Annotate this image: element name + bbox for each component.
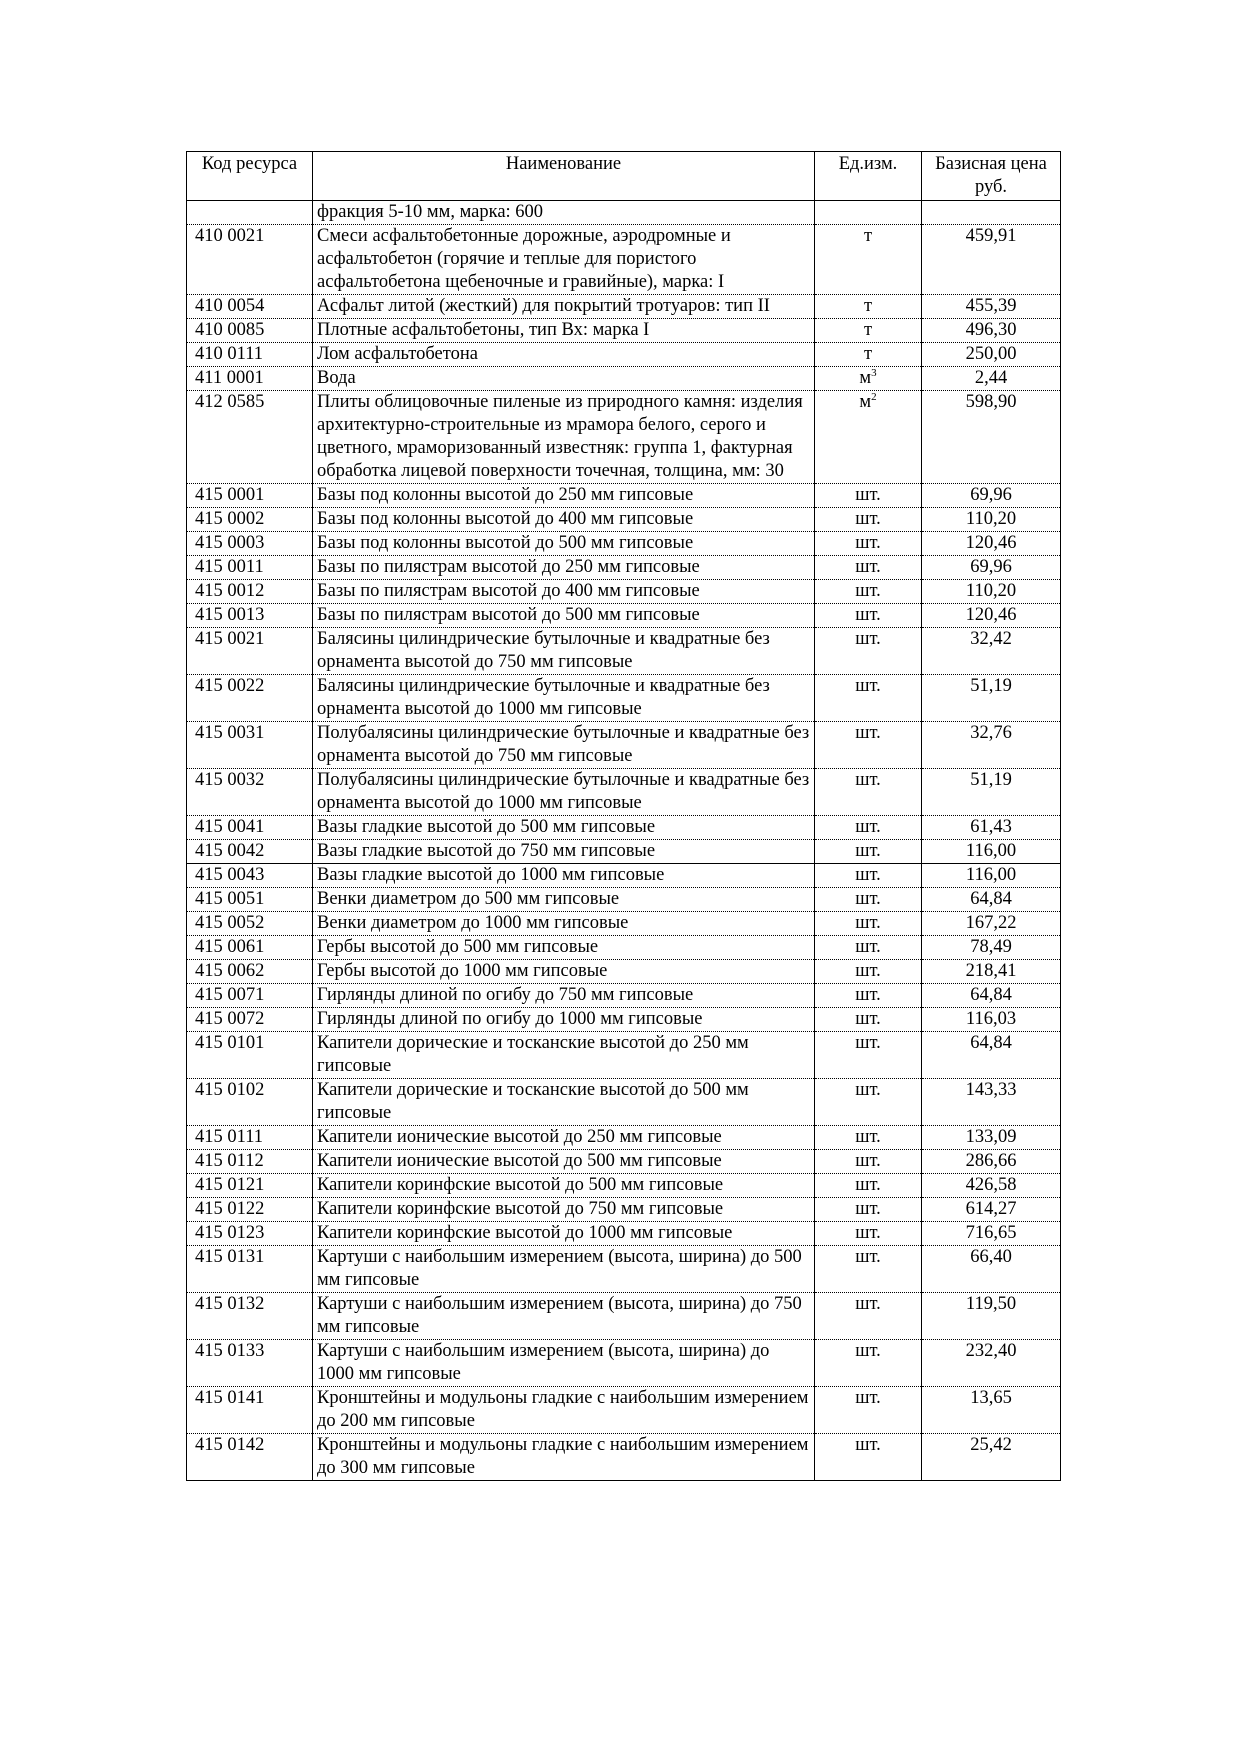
row-price: 25,42 xyxy=(922,1434,1061,1481)
row-code: 411 0001 xyxy=(187,367,313,391)
table-header xyxy=(187,152,1061,201)
row-name: фракция 5-10 мм, марка: 600 xyxy=(313,201,815,225)
row-code: 415 0001 xyxy=(187,484,313,508)
row-price: 64,84 xyxy=(922,984,1061,1008)
row-unit: т xyxy=(815,225,922,295)
row-code: 415 0022 xyxy=(187,675,313,722)
row-unit: шт. xyxy=(815,580,922,604)
row-name: Кронштейны и модульоны гладкие с наибольшим измерением до 300 мм гипсовые xyxy=(313,1434,815,1481)
table-row xyxy=(187,1079,1061,1126)
row-price: 716,65 xyxy=(922,1222,1061,1246)
row-name: Гербы высотой до 500 мм гипсовые xyxy=(313,936,815,960)
row-unit: шт. xyxy=(815,912,922,936)
table-row xyxy=(187,1246,1061,1293)
row-price: 250,00 xyxy=(922,343,1061,367)
row-code: 415 0002 xyxy=(187,508,313,532)
table-row xyxy=(187,604,1061,628)
row-name: Лом асфальтобетона xyxy=(313,343,815,367)
row-code: 415 0003 xyxy=(187,532,313,556)
row-unit: шт. xyxy=(815,1079,922,1126)
table-row xyxy=(187,1008,1061,1032)
row-name: Базы под колонны высотой до 400 мм гипсовые xyxy=(313,508,815,532)
header-unit: Ед.изм. xyxy=(815,152,922,201)
row-unit: шт. xyxy=(815,556,922,580)
table-row xyxy=(187,1032,1061,1079)
row-price: 69,96 xyxy=(922,556,1061,580)
row-price: 13,65 xyxy=(922,1387,1061,1434)
table-row xyxy=(187,769,1061,816)
table-row xyxy=(187,225,1061,295)
row-code: 415 0111 xyxy=(187,1126,313,1150)
row-unit: шт. xyxy=(815,1222,922,1246)
row-code: 415 0122 xyxy=(187,1198,313,1222)
row-unit: шт. xyxy=(815,1008,922,1032)
row-price: 119,50 xyxy=(922,1293,1061,1340)
table-row xyxy=(187,484,1061,508)
row-unit xyxy=(815,201,922,225)
row-name: Венки диаметром до 500 мм гипсовые xyxy=(313,888,815,912)
row-unit: шт. xyxy=(815,936,922,960)
row-unit: шт. xyxy=(815,484,922,508)
row-name: Картуши с наибольшим измерением (высота, ширина) до 500 мм гипсовые xyxy=(313,1246,815,1293)
row-unit xyxy=(815,391,922,484)
row-name: Капители коринфские высотой до 500 мм гипсовые xyxy=(313,1174,815,1198)
row-unit: шт. xyxy=(815,1340,922,1387)
row-name: Капители коринфские высотой до 750 мм гипсовые xyxy=(313,1198,815,1222)
table-row xyxy=(187,1293,1061,1340)
unit-base: м xyxy=(859,368,872,388)
row-price: 167,22 xyxy=(922,912,1061,936)
row-price: 143,33 xyxy=(922,1079,1061,1126)
row-price: 51,19 xyxy=(922,675,1061,722)
row-code: 415 0142 xyxy=(187,1434,313,1481)
row-unit: шт. xyxy=(815,1387,922,1434)
row-name: Гербы высотой до 1000 мм гипсовые xyxy=(313,960,815,984)
row-price: 69,96 xyxy=(922,484,1061,508)
row-unit: шт. xyxy=(815,722,922,769)
row-unit: шт. xyxy=(815,508,922,532)
row-unit: шт. xyxy=(815,769,922,816)
row-name: Базы под колонны высотой до 500 мм гипсовые xyxy=(313,532,815,556)
row-code: 415 0062 xyxy=(187,960,313,984)
row-name: Полубалясины цилиндрические бутылочные и квадратные без орнамента высотой до 1000 мм гипсовые xyxy=(313,769,815,816)
table-row xyxy=(187,840,1061,864)
row-name: Базы по пилястрам высотой до 500 мм гипсовые xyxy=(313,604,815,628)
row-code: 410 0111 xyxy=(187,343,313,367)
table-row xyxy=(187,1340,1061,1387)
table-row xyxy=(187,722,1061,769)
row-unit: шт. xyxy=(815,1293,922,1340)
row-code: 415 0043 xyxy=(187,864,313,888)
row-code: 415 0021 xyxy=(187,628,313,675)
table-row xyxy=(187,532,1061,556)
table-row xyxy=(187,201,1061,225)
row-name: Балясины цилиндрические бутылочные и квадратные без орнамента высотой до 1000 мм гипсовые xyxy=(313,675,815,722)
row-unit xyxy=(815,367,922,391)
row-price: 116,03 xyxy=(922,1008,1061,1032)
row-name: Балясины цилиндрические бутылочные и квадратные без орнамента высотой до 750 мм гипсовые xyxy=(313,628,815,675)
unit-exponent: 3 xyxy=(871,366,877,379)
row-name: Венки диаметром до 1000 мм гипсовые xyxy=(313,912,815,936)
row-price: 64,84 xyxy=(922,888,1061,912)
row-price: 2,44 xyxy=(922,367,1061,391)
table-row xyxy=(187,628,1061,675)
row-unit: шт. xyxy=(815,864,922,888)
table-row xyxy=(187,1198,1061,1222)
row-unit: шт. xyxy=(815,532,922,556)
row-code: 410 0021 xyxy=(187,225,313,295)
row-code: 415 0032 xyxy=(187,769,313,816)
row-code xyxy=(187,201,313,225)
table-row xyxy=(187,295,1061,319)
row-unit: шт. xyxy=(815,1174,922,1198)
table-row xyxy=(187,675,1061,722)
table-row xyxy=(187,888,1061,912)
row-name: Гирлянды длиной по огибу до 750 мм гипсовые xyxy=(313,984,815,1008)
row-code: 415 0112 xyxy=(187,1150,313,1174)
table-row xyxy=(187,580,1061,604)
row-unit: шт. xyxy=(815,960,922,984)
table-row xyxy=(187,1126,1061,1150)
row-code: 415 0061 xyxy=(187,936,313,960)
row-unit: шт. xyxy=(815,840,922,864)
table-body xyxy=(187,201,1061,1481)
row-code: 415 0141 xyxy=(187,1387,313,1434)
row-code: 415 0031 xyxy=(187,722,313,769)
table-row xyxy=(187,984,1061,1008)
table-row xyxy=(187,1387,1061,1434)
row-name: Картуши с наибольшим измерением (высота, ширина) до 1000 мм гипсовые xyxy=(313,1340,815,1387)
row-code: 415 0042 xyxy=(187,840,313,864)
header-price: Базисная цена руб. xyxy=(922,152,1061,201)
table-row xyxy=(187,508,1061,532)
row-price: 116,00 xyxy=(922,840,1061,864)
table-row xyxy=(187,960,1061,984)
row-price: 61,43 xyxy=(922,816,1061,840)
row-price: 232,40 xyxy=(922,1340,1061,1387)
row-code: 415 0052 xyxy=(187,912,313,936)
header-code: Код ресурса xyxy=(187,152,313,201)
row-name: Вазы гладкие высотой до 750 мм гипсовые xyxy=(313,840,815,864)
unit-base: м xyxy=(859,392,872,412)
row-code: 415 0121 xyxy=(187,1174,313,1198)
row-price: 120,46 xyxy=(922,532,1061,556)
row-unit: шт. xyxy=(815,1032,922,1079)
row-unit: шт. xyxy=(815,1246,922,1293)
table-row xyxy=(187,1222,1061,1246)
row-name: Плиты облицовочные пиленые из природного камня: изделия архитектурно-строительные из мрамора белого, серого и цветного, мраморизованный известняк: группа 1, фактурная обработка лицевой поверхности точечная, толщина, мм: 30 xyxy=(313,391,815,484)
row-price: 496,30 xyxy=(922,319,1061,343)
row-unit: т xyxy=(815,319,922,343)
row-code: 415 0101 xyxy=(187,1032,313,1079)
row-code: 415 0123 xyxy=(187,1222,313,1246)
row-price: 426,58 xyxy=(922,1174,1061,1198)
row-name: Гирлянды длиной по огибу до 1000 мм гипсовые xyxy=(313,1008,815,1032)
row-name: Вазы гладкие высотой до 1000 мм гипсовые xyxy=(313,864,815,888)
row-code: 415 0071 xyxy=(187,984,313,1008)
row-price: 32,76 xyxy=(922,722,1061,769)
row-name: Кронштейны и модульоны гладкие с наибольшим измерением до 200 мм гипсовые xyxy=(313,1387,815,1434)
row-unit: шт. xyxy=(815,1126,922,1150)
row-unit: шт. xyxy=(815,628,922,675)
row-unit: шт. xyxy=(815,604,922,628)
row-name: Капители ионические высотой до 250 мм гипсовые xyxy=(313,1126,815,1150)
row-price: 110,20 xyxy=(922,508,1061,532)
row-unit: шт. xyxy=(815,1198,922,1222)
row-code: 415 0132 xyxy=(187,1293,313,1340)
row-name: Базы под колонны высотой до 250 мм гипсовые xyxy=(313,484,815,508)
row-price: 286,66 xyxy=(922,1150,1061,1174)
row-code: 415 0131 xyxy=(187,1246,313,1293)
table-row xyxy=(187,1150,1061,1174)
price-list-page xyxy=(186,151,1060,1481)
row-name: Полубалясины цилиндрические бутылочные и квадратные без орнамента высотой до 750 мм гипсовые xyxy=(313,722,815,769)
header-name: Наименование xyxy=(313,152,815,201)
table-row xyxy=(187,319,1061,343)
row-code: 415 0102 xyxy=(187,1079,313,1126)
row-unit: шт. xyxy=(815,1434,922,1481)
row-unit: шт. xyxy=(815,888,922,912)
row-unit: т xyxy=(815,295,922,319)
row-unit: шт. xyxy=(815,984,922,1008)
row-code: 415 0013 xyxy=(187,604,313,628)
row-code: 415 0011 xyxy=(187,556,313,580)
row-code: 412 0585 xyxy=(187,391,313,484)
row-name: Картуши с наибольшим измерением (высота, ширина) до 750 мм гипсовые xyxy=(313,1293,815,1340)
unit-exponent: 2 xyxy=(871,390,877,403)
row-name: Капители дорические и тосканские высотой до 250 мм гипсовые xyxy=(313,1032,815,1079)
row-price: 133,09 xyxy=(922,1126,1061,1150)
row-unit: шт. xyxy=(815,1150,922,1174)
row-price: 598,90 xyxy=(922,391,1061,484)
table-row xyxy=(187,556,1061,580)
row-name: Капители ионические высотой до 500 мм гипсовые xyxy=(313,1150,815,1174)
row-price: 64,84 xyxy=(922,1032,1061,1079)
table-row xyxy=(187,936,1061,960)
row-name: Вазы гладкие высотой до 500 мм гипсовые xyxy=(313,816,815,840)
table-row xyxy=(187,343,1061,367)
row-price xyxy=(922,201,1061,225)
row-name: Плотные асфальтобетоны, тип Вх: марка I xyxy=(313,319,815,343)
row-price: 78,49 xyxy=(922,936,1061,960)
row-code: 410 0085 xyxy=(187,319,313,343)
row-price: 218,41 xyxy=(922,960,1061,984)
row-price: 455,39 xyxy=(922,295,1061,319)
row-name: Капители коринфские высотой до 1000 мм гипсовые xyxy=(313,1222,815,1246)
row-code: 415 0133 xyxy=(187,1340,313,1387)
row-name: Базы по пилястрам высотой до 250 мм гипсовые xyxy=(313,556,815,580)
row-name: Смеси асфальтобетонные дорожные, аэродромные и асфальтобетон (горячие и теплые для пористого асфальтобетона щебеночные и гравийные), марка: I xyxy=(313,225,815,295)
row-name: Асфальт литой (жесткий) для покрытий тротуаров: тип II xyxy=(313,295,815,319)
table-row xyxy=(187,367,1061,391)
table-row xyxy=(187,816,1061,840)
row-name: Капители дорические и тосканские высотой до 500 мм гипсовые xyxy=(313,1079,815,1126)
table-row xyxy=(187,912,1061,936)
table-row xyxy=(187,391,1061,484)
row-unit: шт. xyxy=(815,675,922,722)
row-code: 415 0051 xyxy=(187,888,313,912)
table-row xyxy=(187,1434,1061,1481)
header-row xyxy=(187,152,1061,201)
row-price: 32,42 xyxy=(922,628,1061,675)
row-price: 614,27 xyxy=(922,1198,1061,1222)
row-price: 116,00 xyxy=(922,864,1061,888)
row-code: 415 0012 xyxy=(187,580,313,604)
row-price: 51,19 xyxy=(922,769,1061,816)
row-price: 66,40 xyxy=(922,1246,1061,1293)
row-code: 415 0072 xyxy=(187,1008,313,1032)
row-price: 120,46 xyxy=(922,604,1061,628)
row-name: Вода xyxy=(313,367,815,391)
row-code: 415 0041 xyxy=(187,816,313,840)
row-price: 110,20 xyxy=(922,580,1061,604)
resource-price-table xyxy=(186,151,1061,1481)
row-code: 410 0054 xyxy=(187,295,313,319)
table-row xyxy=(187,864,1061,888)
row-unit: т xyxy=(815,343,922,367)
row-unit: шт. xyxy=(815,816,922,840)
row-name: Базы по пилястрам высотой до 400 мм гипсовые xyxy=(313,580,815,604)
row-price: 459,91 xyxy=(922,225,1061,295)
table-row xyxy=(187,1174,1061,1198)
